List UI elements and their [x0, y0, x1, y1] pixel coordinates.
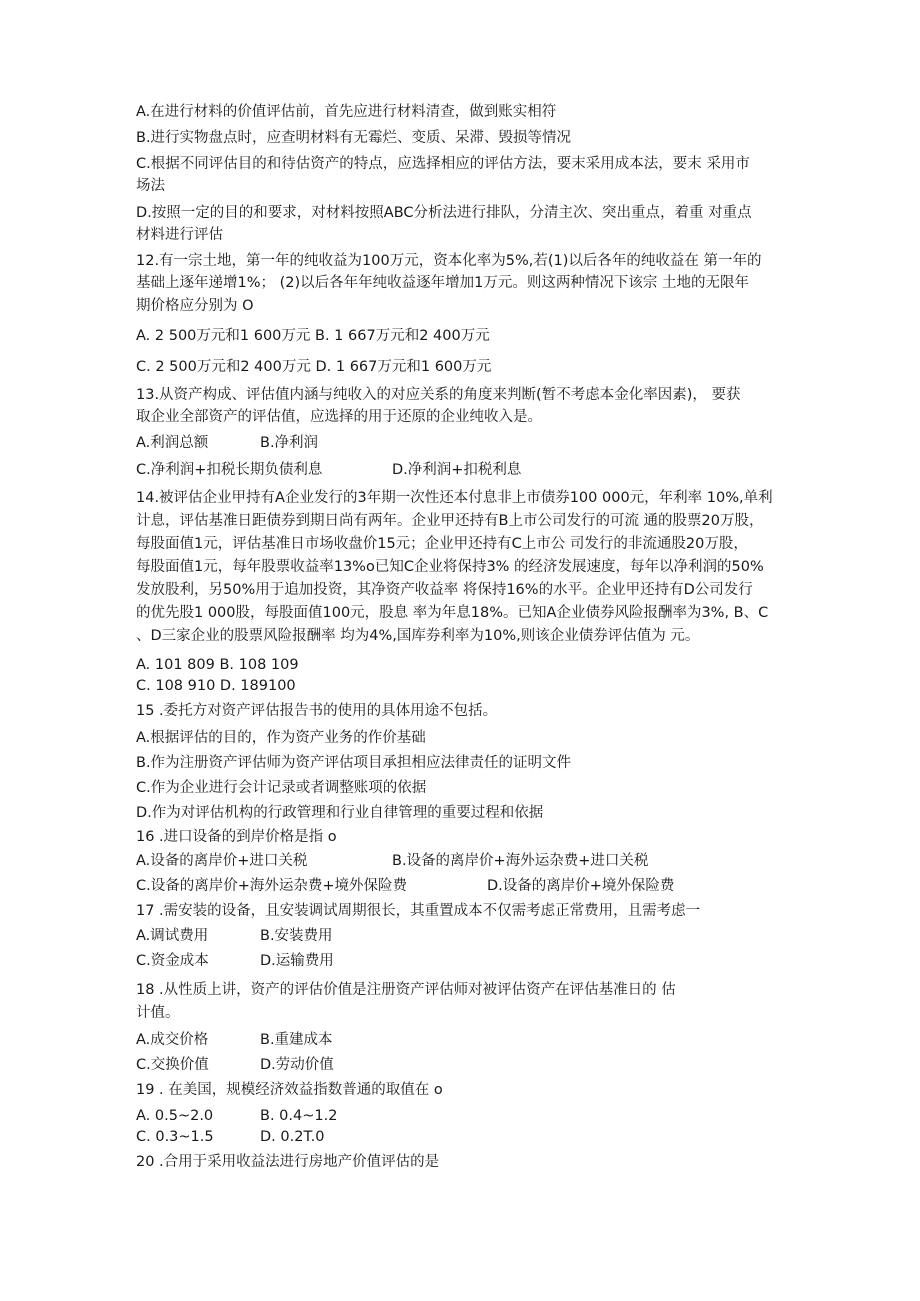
- answer-options: [136, 1127, 325, 1147]
- question-13: 13.从资产构成、评估值内涵与纯收入的对应关系的角度来判断(暂不考虑本金化率因素)， 要获: [136, 387, 741, 403]
- option-b: B. 0.4~1.2: [260, 1108, 338, 1124]
- question-12: 12.有一宗土地，第一年的纯收益为100万元，资本化率为5%,若(1)以后各年的纯收益在 第一年的: [136, 253, 762, 269]
- option-d: D. 0.2T.0: [260, 1129, 325, 1145]
- option-b: B.净利润: [260, 435, 319, 451]
- option-a: A.利润总额: [136, 435, 209, 451]
- option-a: A.成交价格: [136, 1032, 209, 1048]
- question-14-cont: 每股面值1元，每年股票收益率13%o已知C企业将保持3% 的经济发展速度，每年以净利润的50%: [136, 559, 764, 575]
- question-15: 15 .委托方对资产评估报告书的使用的具体用途不包括。: [136, 703, 498, 719]
- option-a: A.设备的离岸价+进口关税: [136, 853, 308, 869]
- option-b-line: B.进行实物盘点时，应查明材料有无霉烂、变质、呆滞、毁损等情况: [136, 130, 572, 146]
- question-14-cont: 的优先股1 000股，每股面值100元，股息 率为年息18%。已知A企业债券风险报酬率为3%, B、C: [136, 605, 769, 621]
- question-20: 20 .合用于采用收益法进行房地产价值评估的是: [136, 1154, 440, 1170]
- question-16: 16 .进口设备的到岸价格是指 o: [136, 829, 337, 845]
- answer-options: [136, 433, 319, 453]
- option-b: B.设备的离岸价+海外运杂费+进口关税: [392, 853, 649, 869]
- answer-options: [136, 460, 522, 480]
- option-d-line: D.作为对评估机构的行政管理和行业自律管理的重要过程和依据: [136, 805, 544, 821]
- question-19: 19 . 在美国，规模经济效益指数普通的取值在 o: [136, 1082, 443, 1098]
- option-c: C.资金成本: [136, 953, 209, 969]
- option-d: D.净利润+扣税利息: [392, 462, 522, 478]
- option-b: B.安装费用: [260, 928, 333, 944]
- answer-options: [136, 926, 333, 946]
- option-c: C.净利润+扣税长期负债利息: [136, 462, 323, 478]
- answer-options: [136, 1106, 338, 1126]
- question-14: 14.被评估企业甲持有A企业发行的3年期一次性还本付息非上市债券100 000元，年利率 10%,单利: [136, 490, 773, 506]
- option-d: D.运输费用: [260, 953, 334, 969]
- answer-options: [136, 1055, 334, 1075]
- option-c-line: C.作为企业进行会计记录或者调整账项的依据: [136, 780, 427, 796]
- question-18: 18 .从性质上讲，资产的评估价值是注册资产评估师对被评估资产在评估基准日的 估: [136, 982, 676, 998]
- answer-options: [136, 851, 649, 871]
- question-14-cont: 每股面值1元，评估基准日市场收盘价15元；企业甲还持有C上市公 司发行的非流通股20万股，: [136, 536, 748, 552]
- answer-options: [136, 876, 675, 896]
- option-b-line: B.作为注册资产评估师为资产评估项目承担相应法律责任的证明文件: [136, 755, 572, 771]
- question-14-cont: 、D三家企业的股票风险报酬率 均为4%,国库券利率为10%,则该企业债券评估值为 元。: [136, 628, 700, 644]
- answer-options: [136, 951, 334, 971]
- option-c: C. 0.3~1.5: [136, 1129, 214, 1145]
- option-a-line: A.根据评估的目的，作为资产业务的作价基础: [136, 730, 426, 746]
- answer-options: C. 2 500万元和2 400万元 D. 1 667万元和1 600万元: [136, 359, 492, 375]
- answer-options: A. 2 500万元和1 600万元 B. 1 667万元和2 400万元: [136, 328, 490, 344]
- option-c-line: C.根据不同评估目的和待估资产的特点，应选择相应的评估方法，要末采用成本法，要末 采用市: [136, 156, 750, 172]
- option-c: C.交换价值: [136, 1057, 209, 1073]
- option-a-line: A.在进行材料的价值评估前，首先应进行材料清查，做到账实相符: [136, 104, 557, 120]
- option-d: D.劳动价值: [260, 1057, 334, 1073]
- answer-options: [136, 1030, 333, 1050]
- answer-options: C. 108 910 D. 189100: [136, 678, 296, 694]
- option-d-line-cont: 材料进行评估: [136, 227, 223, 243]
- question-13-cont: 取企业全部资产的评估值，应选择的用于还原的企业纯收入是。: [136, 409, 542, 425]
- answer-options: A. 101 809 B. 108 109: [136, 657, 299, 673]
- option-a: A.调试费用: [136, 928, 209, 944]
- option-c-line-cont: 场法: [136, 178, 165, 194]
- question-17: 17 .需安装的设备，且安装调试周期很长，其重置成本不仅需考虑正常费用，且需考虑一: [136, 903, 701, 919]
- option-a: A. 0.5~2.0: [136, 1108, 214, 1124]
- option-d-line: D.按照一定的目的和要求，对材料按照ABC分析法进行排队，分清主次、突出重点，着重 对重点: [136, 205, 752, 221]
- question-18-cont: 计值。: [136, 1005, 180, 1021]
- question-14-cont: 发放股利，另50%用于追加投资，其净资产收益率 将保持16%的水平。企业甲还持有D公司发行: [136, 582, 753, 598]
- question-14-cont: 计息，评估基准日距债券到期日尚有两年。企业甲还持有B上市公司发行的可流 通的股票20万股，: [136, 513, 764, 529]
- option-d: D.设备的离岸价+境外保险费: [487, 878, 675, 894]
- option-c: C.设备的离岸价+海外运杂费+境外保险费: [136, 878, 408, 894]
- question-12-cont: 期价格应分别为 O: [136, 298, 254, 314]
- option-b: B.重建成本: [260, 1032, 333, 1048]
- question-12-cont: 基础上逐年递增1%； (2)以后各年年纯收益逐年增加1万元。则这两种情况下该宗 土地的无限年: [136, 275, 749, 291]
